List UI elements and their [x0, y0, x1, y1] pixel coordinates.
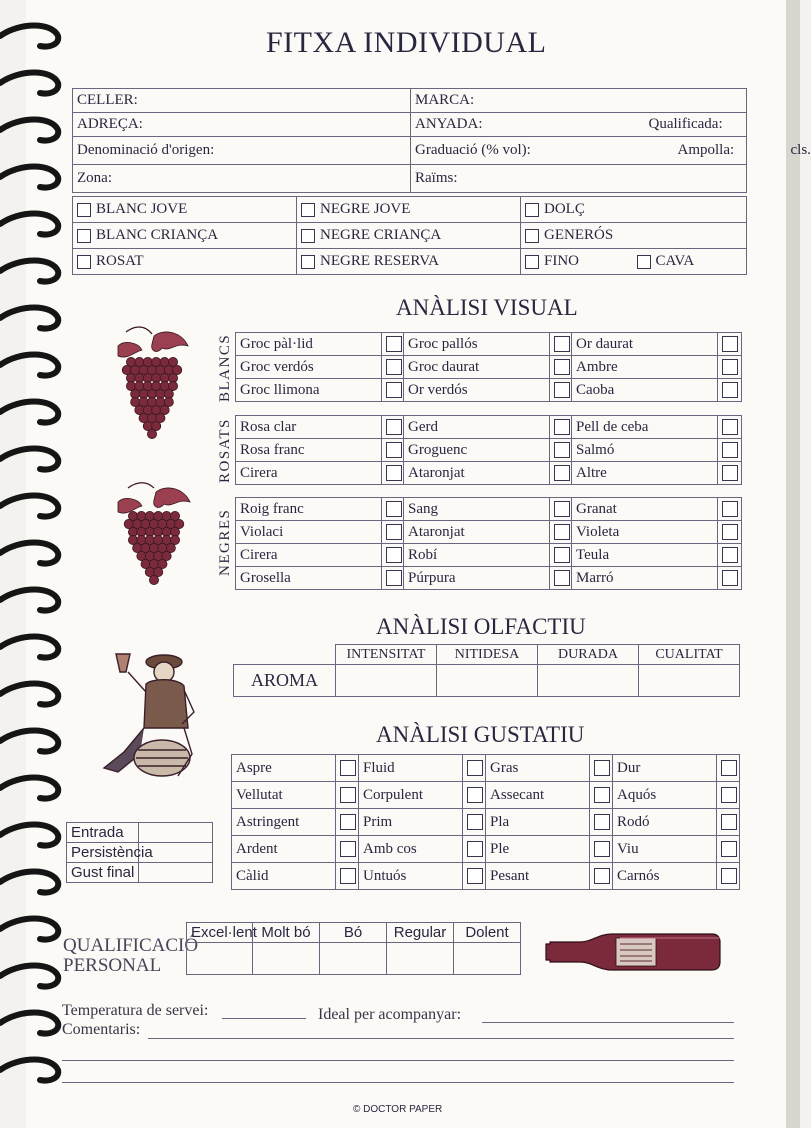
- checkbox[interactable]: [722, 501, 738, 517]
- olfactiu-table: [233, 644, 740, 697]
- color-option-label: Robí: [404, 544, 550, 567]
- checkbox[interactable]: [554, 336, 570, 352]
- color-option-cell[interactable]: [550, 356, 572, 379]
- taste-option-cell[interactable]: [336, 755, 359, 782]
- spiral-coil: [0, 120, 58, 141]
- color-option-cell[interactable]: [382, 498, 404, 521]
- olfactiu-title: ANÀLISI OLFACTIU: [376, 614, 586, 639]
- taste-option-label: Pla: [486, 809, 590, 836]
- spiral-coil: [0, 966, 58, 987]
- spiral-coil: [0, 167, 58, 188]
- taste-option-cell[interactable]: [590, 755, 613, 782]
- comentaris-label: Comentaris:: [62, 1021, 141, 1038]
- checkbox[interactable]: [722, 419, 738, 435]
- checkbox[interactable]: [722, 442, 738, 458]
- checkbox[interactable]: [77, 203, 91, 217]
- taste-option-cell[interactable]: [336, 782, 359, 809]
- spiral-coil: [0, 731, 58, 752]
- color-option-cell[interactable]: [382, 379, 404, 402]
- grape-bunch-icon: [106, 480, 198, 598]
- checkbox[interactable]: [594, 841, 610, 857]
- checkbox[interactable]: [594, 787, 610, 803]
- color-option-label: Rosa franc: [236, 439, 382, 462]
- color-option-cell[interactable]: [550, 498, 572, 521]
- gust-final-label: Gust final: [67, 863, 139, 883]
- type-blanc-crianca[interactable]: [73, 223, 297, 249]
- zona-field[interactable]: Zona:: [73, 165, 411, 193]
- checkbox[interactable]: [340, 760, 356, 776]
- type-label: DOLÇ: [544, 201, 585, 217]
- spiral-coil: [0, 637, 58, 658]
- checkbox[interactable]: [301, 203, 315, 217]
- color-option-label: Groc verdós: [236, 356, 382, 379]
- checkbox[interactable]: [722, 336, 738, 352]
- spiral-coil: [0, 73, 58, 94]
- qualificada-label: Qualificada:: [648, 116, 723, 132]
- color-option-cell[interactable]: [718, 356, 742, 379]
- type-label-cava: CAVA: [655, 253, 695, 269]
- color-option-label: Ambre: [572, 356, 718, 379]
- color-option-cell[interactable]: [718, 567, 742, 590]
- spiral-coil: [0, 590, 58, 611]
- celler-field[interactable]: CELLER:: [73, 89, 411, 113]
- checkbox[interactable]: [386, 501, 402, 517]
- comentaris-line-1[interactable]: [148, 1038, 734, 1039]
- taste-option-label: Aquós: [613, 782, 717, 809]
- aroma-label: AROMA: [234, 665, 336, 697]
- spiral-coil: [0, 496, 58, 517]
- checkbox[interactable]: [467, 814, 483, 830]
- color-option-label: Groc pallós: [404, 333, 550, 356]
- spiral-coil: [0, 355, 58, 376]
- checkbox[interactable]: [554, 501, 570, 517]
- taste-option-cell[interactable]: [590, 836, 613, 863]
- taste-option-cell[interactable]: [463, 863, 486, 890]
- checkbox[interactable]: [722, 547, 738, 563]
- color-option-cell[interactable]: [718, 416, 742, 439]
- spiral-coil: [0, 1060, 58, 1081]
- checkbox[interactable]: [386, 524, 402, 540]
- aroma-durada-cell[interactable]: [538, 665, 639, 697]
- header-fields-table: [72, 88, 811, 193]
- checkbox[interactable]: [722, 570, 738, 586]
- taste-option-cell[interactable]: [717, 755, 740, 782]
- spiral-coil: [0, 214, 58, 235]
- color-option-label: Rosa clar: [236, 416, 382, 439]
- footer-copyright: © DOCTOR PAPER: [353, 1104, 443, 1115]
- blancs-label: BLANCS: [217, 333, 233, 403]
- color-option-cell[interactable]: [550, 379, 572, 402]
- visual-title: ANÀLISI VISUAL: [396, 295, 578, 320]
- ideal-line[interactable]: [482, 1022, 734, 1023]
- type-label: BLANC CRIANÇA: [96, 227, 219, 243]
- checkbox[interactable]: [554, 442, 570, 458]
- aroma-cualitat-cell[interactable]: [639, 665, 740, 697]
- color-option-label: Pell de ceba: [572, 416, 718, 439]
- type-label: GENERÓS: [544, 227, 614, 243]
- checkbox[interactable]: [467, 841, 483, 857]
- taste-option-label: Carnós: [613, 863, 717, 890]
- taste-option-label: Aspre: [232, 755, 336, 782]
- checkbox[interactable]: [386, 336, 402, 352]
- color-option-label: Groc pàl·lid: [236, 333, 382, 356]
- color-option-label: Cirera: [236, 544, 382, 567]
- qual-header-regular: Regular: [387, 923, 454, 943]
- checkbox[interactable]: [594, 760, 610, 776]
- checkbox[interactable]: [554, 419, 570, 435]
- color-option-cell[interactable]: [382, 567, 404, 590]
- qualificacio-line1: QUALIFICACIÓ: [63, 935, 199, 956]
- qual-cell-molt-bo[interactable]: [253, 943, 320, 975]
- olf-header-durada: DURADA: [538, 645, 639, 665]
- gust-final-cell[interactable]: [139, 863, 213, 883]
- color-option-cell[interactable]: [718, 521, 742, 544]
- type-dolc[interactable]: [521, 197, 747, 223]
- checkbox[interactable]: [467, 787, 483, 803]
- checkbox[interactable]: [77, 255, 91, 269]
- color-option-label: Gerd: [404, 416, 550, 439]
- type-label: NEGRE CRIANÇA: [320, 227, 442, 243]
- comentaris-line-3[interactable]: [62, 1082, 734, 1083]
- color-option-cell[interactable]: [382, 333, 404, 356]
- spiral-coil: [0, 449, 58, 470]
- entrada-cell[interactable]: [139, 823, 213, 843]
- checkbox[interactable]: [554, 570, 570, 586]
- temperatura-line[interactable]: [222, 1018, 306, 1019]
- visual-negres-table: [235, 497, 742, 590]
- ideal-label: Ideal per acompanyar:: [318, 1006, 462, 1023]
- qual-cell-regular[interactable]: [387, 943, 454, 975]
- grape: [149, 575, 158, 584]
- taste-option-cell[interactable]: [336, 863, 359, 890]
- color-option-label: Sang: [404, 498, 550, 521]
- checkbox[interactable]: [721, 760, 737, 776]
- taste-option-label: Amb cos: [359, 836, 463, 863]
- checkbox[interactable]: [386, 547, 402, 563]
- checkbox[interactable]: [525, 203, 539, 217]
- color-option-label: Salmó: [572, 439, 718, 462]
- qual-header-excellent: Excel·lent: [187, 923, 253, 943]
- olf-header-cualitat: CUALITAT: [639, 645, 740, 665]
- color-option-cell[interactable]: [382, 544, 404, 567]
- checkbox[interactable]: [77, 229, 91, 243]
- spiral-coil: [0, 261, 58, 282]
- taste-option-label: Untuós: [359, 863, 463, 890]
- taste-option-cell[interactable]: [463, 809, 486, 836]
- color-option-label: Caoba: [572, 379, 718, 402]
- checkbox[interactable]: [722, 465, 738, 481]
- taste-option-cell[interactable]: [717, 809, 740, 836]
- checkbox[interactable]: [594, 868, 610, 884]
- man-on-barrel-icon: [94, 642, 204, 784]
- checkbox[interactable]: [386, 359, 402, 375]
- color-option-label: Púrpura: [404, 567, 550, 590]
- graduacio-label: Graduació (% vol):: [415, 142, 531, 158]
- olf-header-nitidesa: NITIDESA: [437, 645, 538, 665]
- color-option-label: Groc llimona: [236, 379, 382, 402]
- spiral-binding: [0, 0, 70, 1128]
- checkbox[interactable]: [340, 814, 356, 830]
- taste-option-label: Prim: [359, 809, 463, 836]
- checkbox[interactable]: [722, 382, 738, 398]
- color-option-label: Granat: [572, 498, 718, 521]
- color-option-cell[interactable]: [718, 333, 742, 356]
- color-option-label: Groguenc: [404, 439, 550, 462]
- taste-option-label: Rodó: [613, 809, 717, 836]
- aroma-intensitat-cell[interactable]: [336, 665, 437, 697]
- taste-option-label: Ple: [486, 836, 590, 863]
- taste-option-label: Vellutat: [232, 782, 336, 809]
- wine-bottle-icon: [540, 926, 722, 976]
- qual-cell-dolent[interactable]: [454, 943, 521, 975]
- checkbox[interactable]: [525, 229, 539, 243]
- persistencia-label: Persistència: [67, 843, 139, 863]
- gustatiu-title: ANÀLISI GUSTATIU: [376, 722, 585, 747]
- checkbox[interactable]: [554, 547, 570, 563]
- negres-label: NEGRES: [217, 508, 233, 576]
- taste-option-label: Astringent: [232, 809, 336, 836]
- checkbox[interactable]: [554, 524, 570, 540]
- type-label: NEGRE JOVE: [320, 201, 411, 217]
- checkbox[interactable]: [554, 382, 570, 398]
- checkbox[interactable]: [340, 787, 356, 803]
- color-option-cell[interactable]: [718, 439, 742, 462]
- checkbox[interactable]: [467, 760, 483, 776]
- gustatiu-side-table: [66, 822, 213, 883]
- taste-option-cell[interactable]: [717, 863, 740, 890]
- spiral-coil: [0, 778, 58, 799]
- type-label: ROSAT: [96, 253, 144, 269]
- spiral-coil: [0, 26, 58, 47]
- checkbox[interactable]: [386, 442, 402, 458]
- type-negre-crianca[interactable]: [297, 223, 521, 249]
- checkbox[interactable]: [386, 419, 402, 435]
- qual-cell-excellent[interactable]: [187, 943, 253, 975]
- spiral-coil: [0, 543, 58, 564]
- taste-option-label: Dur: [613, 755, 717, 782]
- taste-option-cell[interactable]: [717, 836, 740, 863]
- page-title: FITXA INDIVIDUAL: [266, 26, 547, 59]
- type-fino-cava[interactable]: [521, 249, 747, 275]
- page-edge-shadow: [786, 0, 800, 1128]
- color-option-cell[interactable]: [550, 544, 572, 567]
- checkbox[interactable]: [594, 814, 610, 830]
- checkbox[interactable]: [525, 255, 539, 269]
- spiral-coil: [0, 919, 58, 940]
- grape-bunch-icon: [104, 322, 196, 450]
- taste-option-label: Gras: [486, 755, 590, 782]
- color-option-label: Or verdós: [404, 379, 550, 402]
- taste-option-label: Assecant: [486, 782, 590, 809]
- checkbox[interactable]: [721, 841, 737, 857]
- grape: [147, 429, 156, 438]
- taste-option-label: Viu: [613, 836, 717, 863]
- qual-header-bo: Bó: [320, 923, 387, 943]
- checkbox[interactable]: [467, 868, 483, 884]
- spiral-coil: [0, 1013, 58, 1034]
- checkbox[interactable]: [386, 570, 402, 586]
- marca-field[interactable]: MARCA:: [411, 89, 747, 113]
- temperatura-label: Temperatura de servei:: [62, 1002, 209, 1019]
- checkbox[interactable]: [721, 814, 737, 830]
- checkbox[interactable]: [721, 868, 737, 884]
- color-option-cell[interactable]: [382, 521, 404, 544]
- anyada-label: ANYADA:: [415, 116, 483, 132]
- color-option-cell[interactable]: [718, 544, 742, 567]
- olf-header-intensitat: INTENSITAT: [336, 645, 437, 665]
- type-label: NEGRE RESERVA: [320, 253, 439, 269]
- color-option-cell[interactable]: [382, 416, 404, 439]
- color-option-label: Or daurat: [572, 333, 718, 356]
- taste-option-label: Corpulent: [359, 782, 463, 809]
- raims-field[interactable]: Raïms:: [411, 165, 747, 193]
- color-option-label: Groc daurat: [404, 356, 550, 379]
- taste-option-cell[interactable]: [336, 836, 359, 863]
- taste-option-cell[interactable]: [590, 863, 613, 890]
- color-option-label: Altre: [572, 462, 718, 485]
- anyada-field[interactable]: [411, 113, 747, 137]
- color-option-label: Roig franc: [236, 498, 382, 521]
- visual-blancs-table: [235, 332, 742, 402]
- qualificacio-table: [186, 922, 521, 975]
- type-label-fino: FINO: [544, 253, 580, 269]
- taste-option-cell[interactable]: [717, 782, 740, 809]
- checkbox[interactable]: [386, 382, 402, 398]
- checkbox[interactable]: [554, 359, 570, 375]
- checkbox[interactable]: [340, 841, 356, 857]
- type-rosat[interactable]: [73, 249, 297, 275]
- entrada-label: Entrada: [67, 823, 139, 843]
- spiral-coil: [0, 402, 58, 423]
- checkbox[interactable]: [301, 229, 315, 243]
- color-option-cell[interactable]: [718, 379, 742, 402]
- qualificacio-label: [63, 936, 198, 976]
- spiral-coil: [0, 308, 58, 329]
- type-negre-reserva[interactable]: [297, 249, 521, 275]
- taste-option-label: Ardent: [232, 836, 336, 863]
- qual-header-molt-bo: Molt bó: [253, 923, 320, 943]
- taste-option-cell[interactable]: [463, 782, 486, 809]
- color-option-cell[interactable]: [550, 567, 572, 590]
- type-generos[interactable]: [521, 223, 747, 249]
- wine-type-table: [72, 196, 747, 275]
- color-option-label: Marró: [572, 567, 718, 590]
- color-option-label: Violeta: [572, 521, 718, 544]
- checkbox[interactable]: [721, 787, 737, 803]
- qual-cell-bo[interactable]: [320, 943, 387, 975]
- graduacio-field[interactable]: [411, 137, 811, 165]
- taste-option-cell[interactable]: [463, 836, 486, 863]
- type-negre-jove[interactable]: [297, 197, 521, 223]
- taste-option-label: Fluid: [359, 755, 463, 782]
- gustatiu-table: [231, 754, 740, 890]
- spiral-coil: [0, 684, 58, 705]
- checkbox[interactable]: [722, 359, 738, 375]
- taste-option-cell[interactable]: [590, 782, 613, 809]
- color-option-cell[interactable]: [718, 462, 742, 485]
- color-option-cell[interactable]: [550, 416, 572, 439]
- taste-option-label: Càlid: [232, 863, 336, 890]
- color-option-cell[interactable]: [382, 462, 404, 485]
- rosats-label: ROSATS: [217, 418, 233, 484]
- qualificacio-line2: PERSONAL: [63, 955, 162, 976]
- type-blanc-jove[interactable]: [73, 197, 297, 223]
- checkbox[interactable]: [637, 255, 651, 269]
- checkbox[interactable]: [386, 465, 402, 481]
- taste-option-cell[interactable]: [336, 809, 359, 836]
- color-option-label: Cirera: [236, 462, 382, 485]
- taste-option-cell[interactable]: [590, 809, 613, 836]
- taste-option-cell[interactable]: [463, 755, 486, 782]
- color-option-cell[interactable]: [550, 521, 572, 544]
- color-option-cell[interactable]: [718, 498, 742, 521]
- checkbox[interactable]: [554, 465, 570, 481]
- color-option-label: Violaci: [236, 521, 382, 544]
- color-option-cell[interactable]: [550, 439, 572, 462]
- visual-rosats-table: [235, 415, 742, 485]
- color-option-cell[interactable]: [550, 462, 572, 485]
- checkbox[interactable]: [340, 868, 356, 884]
- spiral-coil: [0, 825, 58, 846]
- color-option-cell[interactable]: [550, 333, 572, 356]
- denominacio-field[interactable]: Denominació d'origen:: [73, 137, 411, 165]
- ampolla-label: Ampolla:: [677, 142, 735, 158]
- comentaris-line-2[interactable]: [62, 1060, 734, 1061]
- qual-header-dolent: Dolent: [454, 923, 521, 943]
- adreca-field[interactable]: ADREÇA:: [73, 113, 411, 137]
- checkbox[interactable]: [722, 524, 738, 540]
- aroma-nitidesa-cell[interactable]: [437, 665, 538, 697]
- type-label: BLANC JOVE: [96, 201, 188, 217]
- spiral-coil: [0, 872, 58, 893]
- color-option-cell[interactable]: [382, 356, 404, 379]
- color-option-label: Teula: [572, 544, 718, 567]
- color-option-label: Ataronjat: [404, 521, 550, 544]
- color-option-label: Grosella: [236, 567, 382, 590]
- cls-label: cls.: [790, 142, 811, 158]
- color-option-cell[interactable]: [382, 439, 404, 462]
- taste-option-label: Pesant: [486, 863, 590, 890]
- checkbox[interactable]: [301, 255, 315, 269]
- color-option-label: Ataronjat: [404, 462, 550, 485]
